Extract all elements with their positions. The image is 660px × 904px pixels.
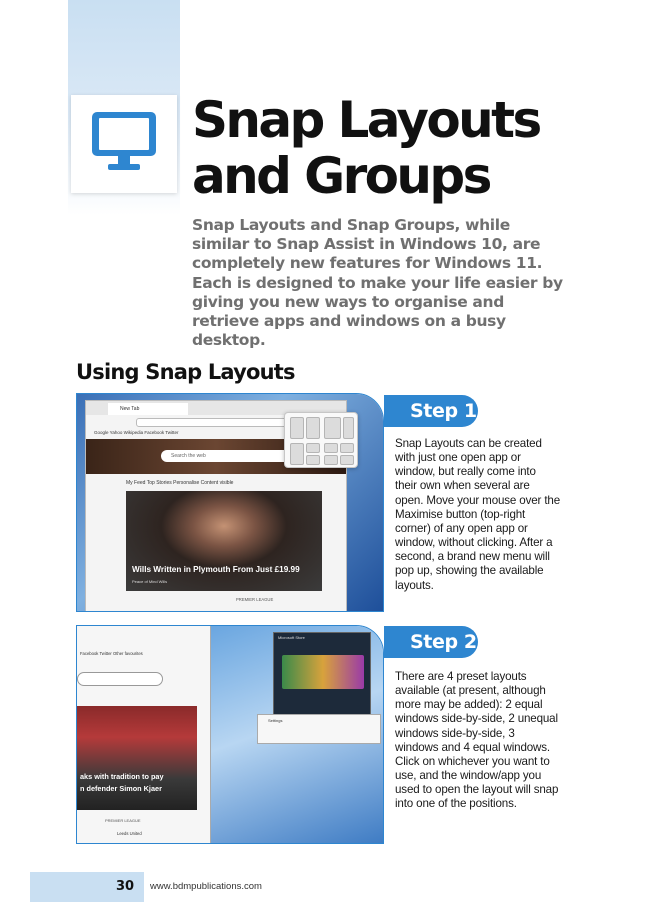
snap-cell [324, 443, 338, 453]
browser-tab: New Tab [108, 403, 188, 415]
step2-text: There are 4 preset layouts available (at present, although more may be added): 2 equal windows side-by-side, 2 unequal windows side-by-side, 3 windows and 4 equal windows. Click on whichever you want to use, and the window/app you used to open the layout will snap into one of the positions. [395, 670, 559, 811]
news-photo [126, 491, 322, 591]
monitor-icon-tile [71, 95, 177, 193]
news-caption: Wills Written in Plymouth From Just £19.99 [132, 565, 300, 574]
publisher-url: www.bdmpublications.com [150, 881, 262, 892]
title-line-2: and Groups [192, 147, 490, 205]
news-caption-line-2: n defender Simon Kjaer [80, 784, 162, 793]
team-label: Leeds United [117, 831, 142, 836]
store-title: Microsoft Store [278, 635, 305, 640]
snap-cell [324, 417, 341, 439]
settings-window-thumbnail [257, 714, 381, 744]
step2-screenshot [76, 625, 384, 844]
web-search-box [77, 672, 163, 686]
snap-cell [306, 455, 320, 465]
league-label: PREMIER LEAGUE [105, 818, 141, 823]
favourites-bar: Facebook Twitter Other favourites [80, 651, 143, 656]
intro-paragraph: Snap Layouts and Snap Groups, while similar to Snap Assist in Windows 10, are completely new features for Windows 11. Each is designed to make your life easier by giving you new ways to organise and retrieve apps and windows on a busy desktop. [192, 216, 563, 350]
snap-cell [290, 443, 304, 465]
news-source: Peace of Mind Wills [132, 579, 168, 584]
snap-cell [324, 455, 338, 465]
snap-cell [290, 417, 304, 439]
step1-screenshot [76, 393, 384, 612]
step1-text: Snap Layouts can be created with just one open app or window, but really come into their own when several are open. Move your mouse over the Maximise button (top-right corner) of any open app or window, without clicking. After a second, a brand new menu will pop up, showing the available layouts. [395, 437, 560, 592]
store-window-thumbnail [273, 632, 371, 716]
page-number: 30 [116, 879, 135, 894]
snap-cell [306, 443, 320, 453]
store-artwork [282, 655, 364, 689]
step1-badge: Step 1 [384, 395, 478, 427]
address-bar [136, 418, 306, 427]
web-search-box: Search the web [161, 450, 291, 462]
step2-badge: Step 2 [384, 626, 478, 658]
snap-cell [340, 443, 354, 453]
news-caption-line-1: aks with tradition to pay [80, 772, 164, 781]
snap-cell [343, 417, 354, 439]
feed-tabs: My Feed Top Stories Personalise Content visible [126, 480, 234, 486]
favourites-bar: Google Yahoo Wikipedia Facebook Twitter [94, 430, 179, 435]
monitor-icon [89, 109, 159, 175]
title-line-1: Snap Layouts [192, 91, 540, 149]
page-title [192, 92, 632, 204]
section-heading: Using Snap Layouts [76, 360, 295, 384]
snap-cell [340, 455, 354, 465]
news-photo [77, 706, 197, 810]
snap-cell [306, 417, 320, 439]
settings-title: Settings [268, 718, 283, 723]
league-label: PREMIER LEAGUE [236, 597, 274, 602]
snap-layouts-menu [284, 412, 358, 468]
snapped-browser-window [77, 626, 211, 844]
